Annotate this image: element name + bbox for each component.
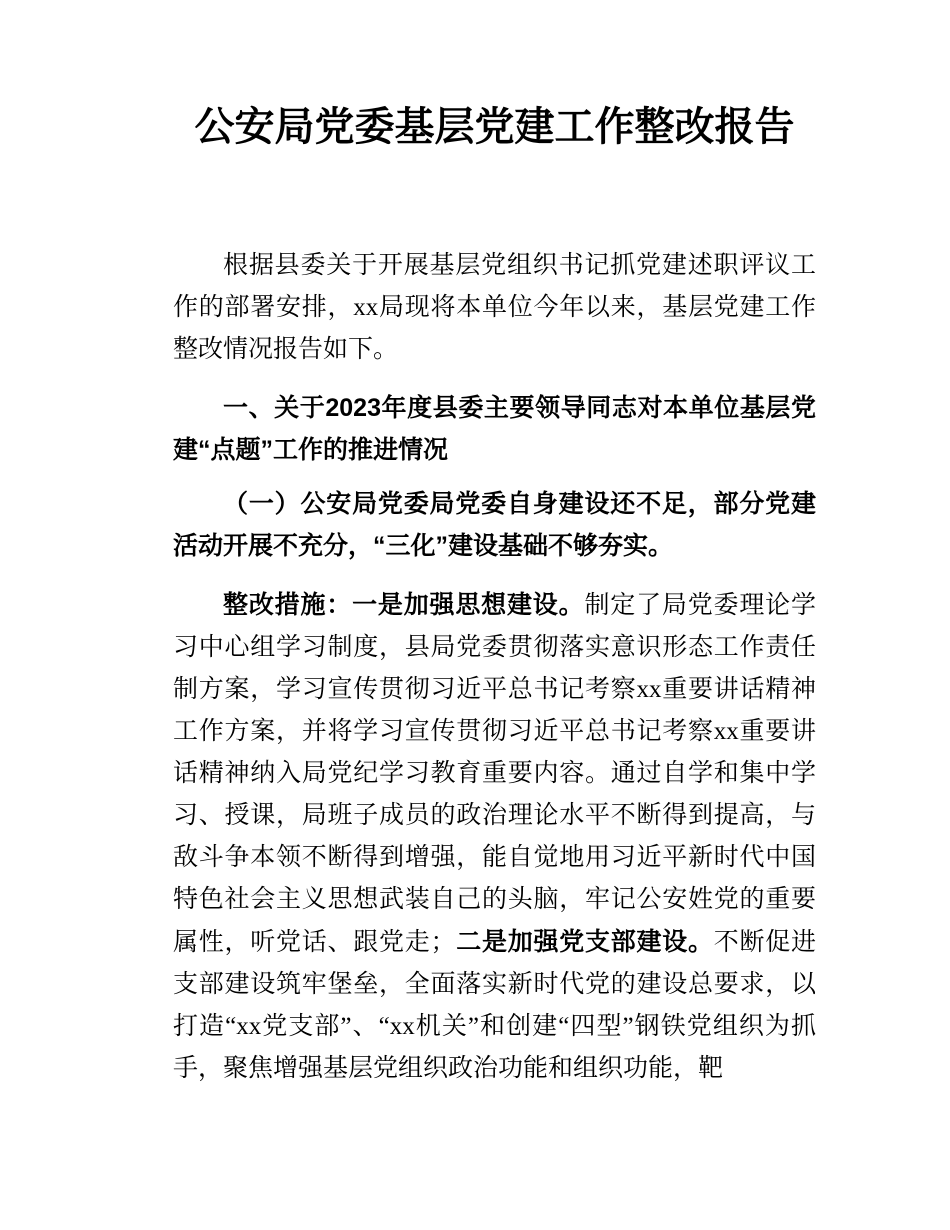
intro-paragraph: 根据县委关于开展基层党组织书记抓党建述职评议工作的部署安排，xx局现将本单位今年以来，基层党建工作整改情况报告如下。 [173,252,816,363]
measures-paragraph [173,584,816,1090]
subsection-heading-1: （一）公安局党委局党委自身建设还不足，部分党建活动开展不充分，“三化”建设基础不够夯实。 [173,490,816,560]
measures-run-normal-2: 不断促进支部建设筑牢堡垒，全面落实新时代党的建设总要求，以打造“xx党支部”、“xx机关”和创建“四型”钢铁党组织为抓手，聚焦增强基层党组织政治功能和组织功能，靶 [173,929,816,1082]
measures-run-normal-1: 制定了局党委理论学习中心组学习制度，县局党委贯彻落实意识形态工作责任制方案，学习宣传贯彻习近平总书记考察xx重要讲话精神工作方案，并将学习宣传贯彻习近平总书记考察xx重要讲话精神纳入局党纪学习教育重要内容。通过自学和集中学习、授课，局班子成员的政治理论水平不断得到提高，与敌斗争本领不断得到增强，能自觉地用习近平新时代中国特色社会主义思想武装自己的头脑，牢记公安姓党的重要属性，听党话、跟党走； [173,592,816,956]
measures-run-bold-1: 整改措施：一是加强思想建设。 [223,591,585,619]
section-heading-1: 一、关于2023年度县委主要领导同志对本单位基层党建“点题”工作的推进情况 [173,394,816,464]
document-title: 公安局党委基层党建工作整改报告 [194,104,795,149]
measures-run-bold-2: 二是加强党支部建设。 [455,928,714,956]
